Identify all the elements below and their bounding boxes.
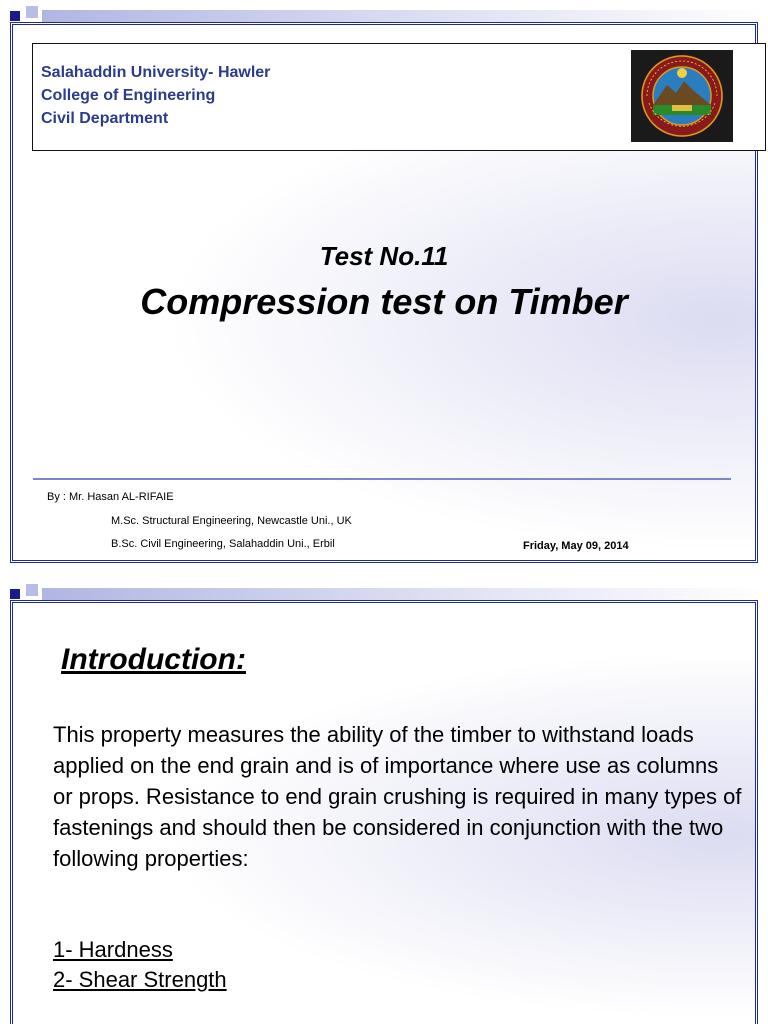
department-name: Civil Department — [41, 110, 169, 127]
author-msc: M.Sc. Structural Engineering, Newcastle Uni., UK — [111, 515, 352, 527]
introduction-slide — [0, 574, 768, 1024]
university-seal-icon — [634, 53, 730, 139]
slide-title: Compression test on Timber — [140, 281, 628, 322]
list-item-hardness: 1- Hardness — [53, 937, 173, 962]
slide-date: Friday, May 09, 2014 — [523, 540, 629, 552]
university-logo — [631, 50, 733, 142]
decoration-square-dark — [10, 11, 20, 21]
slide-decoration — [10, 588, 768, 600]
decoration-square-dark — [10, 589, 20, 599]
slide-decoration — [10, 10, 768, 22]
decoration-gradient-bar — [42, 588, 768, 600]
introduction-paragraph: This property measures the ability of the timber to withstand loads applied on the end grain and is of importance where use as columns or props. Resistance to end grain crushing is required in many types of fastenings and should then be considered in conjunction with the two following properties: — [53, 722, 742, 871]
author-name: By : Mr. Hasan AL-RIFAIE — [47, 491, 174, 503]
list-item-shear-strength: 2- Shear Strength — [53, 967, 227, 992]
slide-frame — [10, 600, 758, 1024]
decoration-square-light — [26, 6, 38, 18]
divider-line — [33, 478, 731, 480]
author-bsc: B.Sc. Civil Engineering, Salahaddin Uni., Erbil — [111, 538, 335, 550]
decoration-gradient-bar — [42, 10, 768, 22]
test-number: Test No.11 — [319, 241, 449, 271]
decoration-square-light — [26, 584, 38, 596]
college-name: College of Engineering — [41, 87, 216, 104]
introduction-heading: Introduction: — [61, 643, 246, 676]
university-name: Salahaddin University- Hawler — [41, 64, 271, 81]
slide-frame — [10, 22, 758, 563]
header-box — [32, 43, 766, 151]
